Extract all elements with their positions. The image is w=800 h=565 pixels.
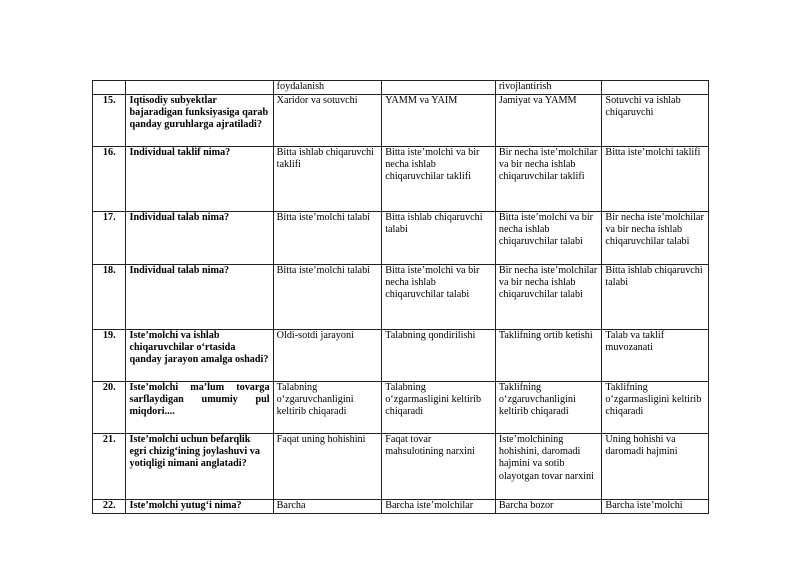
question-number: 15. [93, 95, 126, 147]
question-number: 17. [93, 212, 126, 265]
answer-a-cell: foydalanish [273, 81, 382, 95]
answer-d: Talab va taklif muvozanati [602, 330, 709, 382]
table-row [93, 330, 709, 382]
answer-a: Bitta iste’molchi talabi [273, 265, 382, 330]
question-number: 21. [93, 434, 126, 500]
answer-b: Barcha iste’molchilar [382, 500, 496, 514]
number-cell [93, 81, 126, 95]
answer-c: Barcha bozor [495, 500, 602, 514]
answer-d: Bitta iste’molchi taklifi [602, 147, 709, 212]
answer-c: Taklifning o‘zgaruvchanligini keltirib chiqaradi [495, 382, 602, 434]
answer-b: YAMM va YAIM [382, 95, 496, 147]
quiz-table-body [93, 81, 709, 514]
answer-d: Sotuvchi va ishlab chiqaruvchi [602, 95, 709, 147]
answer-a: Xaridor va sotuvchi [273, 95, 382, 147]
answer-b: Faqat tovar mahsulotining narxini [382, 434, 496, 500]
answer-a: Faqat uning hohishini [273, 434, 382, 500]
question-number: 22. [93, 500, 126, 514]
answer-b: Talabning qondirilishi [382, 330, 496, 382]
answer-a: Bitta ishlab chiqaruvchi taklifi [273, 147, 382, 212]
quiz-table [92, 80, 709, 514]
question-text: Iste’molchi uchun befarqlik egri chizig‘ining joylashuvi va yotiqligi nimani anglatadi? [126, 434, 273, 500]
answer-b: Talabning o‘zgarmasligini keltirib chiqaradi [382, 382, 496, 434]
question-number: 18. [93, 265, 126, 330]
answer-c: Taklifning ortib ketishi [495, 330, 602, 382]
answer-b: Bitta iste’molchi va bir necha ishlab chiqaruvchilar taklifi [382, 147, 496, 212]
table-row [93, 382, 709, 434]
answer-a: Talabning o‘zgaruvchanligini keltirib chiqaradi [273, 382, 382, 434]
table-row [93, 434, 709, 500]
answer-d: Bitta ishlab chiqaruvchi talabi [602, 265, 709, 330]
answer-d: Taklifning o‘zgarmasligini keltirib chiqaradi [602, 382, 709, 434]
answer-c: Iste’molchining hohishini, daromadi hajmini va sotib olayotgan tovar narxini [495, 434, 602, 500]
table-row [93, 265, 709, 330]
answer-a: Barcha [273, 500, 382, 514]
question-text: Iste’molchi yutug‘i nima? [126, 500, 273, 514]
table-row [93, 212, 709, 265]
answer-b: Bitta iste’molchi va bir necha ishlab chiqaruvchilar talabi [382, 265, 496, 330]
answer-c: Bitta iste’molchi va bir necha ishlab chiqaruvchilar talabi [495, 212, 602, 265]
answer-b-cell [382, 81, 496, 95]
question-text: Individual taklif nima? [126, 147, 273, 212]
question-number: 19. [93, 330, 126, 382]
question-cell [126, 81, 273, 95]
answer-a: Bitta iste’molchi talabi [273, 212, 382, 265]
answer-c: Bir necha iste’molchilar va bir necha ishlab chiqaruvchilar talabi [495, 265, 602, 330]
answer-a: Oldi-sotdi jarayoni [273, 330, 382, 382]
question-text: Individual talab nima? [126, 212, 273, 265]
question-text: Iqtisodiy subyektlar bajaradigan funksiyasiga qarab qanday guruhlarga ajratiladi? [126, 95, 273, 147]
answer-d: Uning hohishi va daromadi hajmini [602, 434, 709, 500]
question-number: 16. [93, 147, 126, 212]
answer-d: Barcha iste’molchi [602, 500, 709, 514]
answer-d-cell [602, 81, 709, 95]
answer-d: Bir necha iste’molchilar va bir necha ishlab chiqaruvchilar talabi [602, 212, 709, 265]
answer-c: Bir necha iste’molchilar va bir necha ishlab chiqaruvchilar taklifi [495, 147, 602, 212]
question-text: Individual talab nima? [126, 265, 273, 330]
question-text: Iste’molchi ma’lum tovarga sarflaydigan umumiy pul miqdori.... [126, 382, 273, 434]
answer-c-cell: rivojlantirish [495, 81, 602, 95]
question-text: Iste’molchi va ishlab chiqaruvchilar o‘rtasida qanday jarayon amalga oshadi? [126, 330, 273, 382]
table-row-continued [93, 81, 709, 95]
table-row [93, 500, 709, 514]
answer-c: Jamiyat va YAMM [495, 95, 602, 147]
table-row [93, 147, 709, 212]
answer-b: Bitta ishlab chiqaruvchi talabi [382, 212, 496, 265]
question-number: 20. [93, 382, 126, 434]
table-row [93, 95, 709, 147]
